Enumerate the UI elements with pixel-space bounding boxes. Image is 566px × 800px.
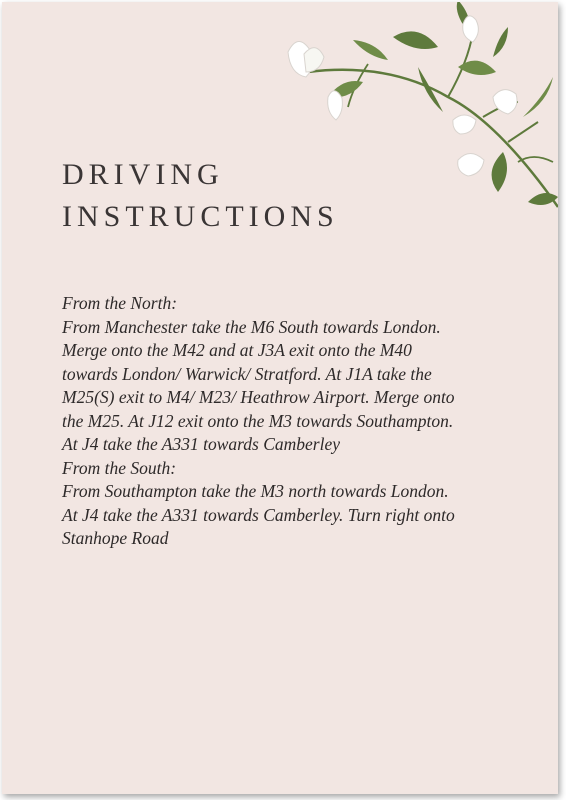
directions-text — [62, 292, 502, 551]
flower-icon — [463, 16, 479, 42]
flower-icon — [328, 91, 343, 120]
invitation-card — [2, 2, 558, 794]
title-line-2: INSTRUCTIONS — [62, 200, 339, 233]
text-line: From the North: — [62, 293, 178, 313]
leaf-icon — [493, 27, 508, 57]
title-line-1: DRIVING — [62, 158, 224, 191]
text-line: the M25. At J12 exit onto the M3 towards Southampton. — [62, 410, 454, 431]
page-title — [62, 154, 339, 238]
flower-icon — [458, 154, 484, 177]
leaf-icon — [353, 40, 388, 60]
text-line: At J4 take the A331 towards Camberley. Turn right onto — [62, 504, 455, 525]
leaf-icon — [418, 67, 443, 112]
text-line: From the South: — [62, 457, 177, 478]
flower-icon — [453, 115, 476, 134]
text-line: From Manchester take the M6 South towards London. — [62, 316, 441, 337]
leaf-icon — [393, 31, 438, 49]
text-line: M25(S) exit to M4/ M23/ Heathrow Airport. Merge onto — [62, 387, 455, 407]
text-line: Stanhope Road — [62, 528, 169, 548]
leaf-icon — [523, 77, 553, 117]
text-line: From Southampton take the M3 north towards London. — [62, 481, 449, 501]
text-line: At J4 take the A331 towards Camberley — [62, 434, 341, 454]
text-line: Merge onto the M42 and at J3A exit onto the M40 — [62, 340, 412, 360]
text-line: towards London/ Warwick/ Stratford. At J1A take the — [62, 363, 432, 384]
leaf-icon — [528, 193, 558, 205]
leaf-icon — [492, 152, 507, 192]
